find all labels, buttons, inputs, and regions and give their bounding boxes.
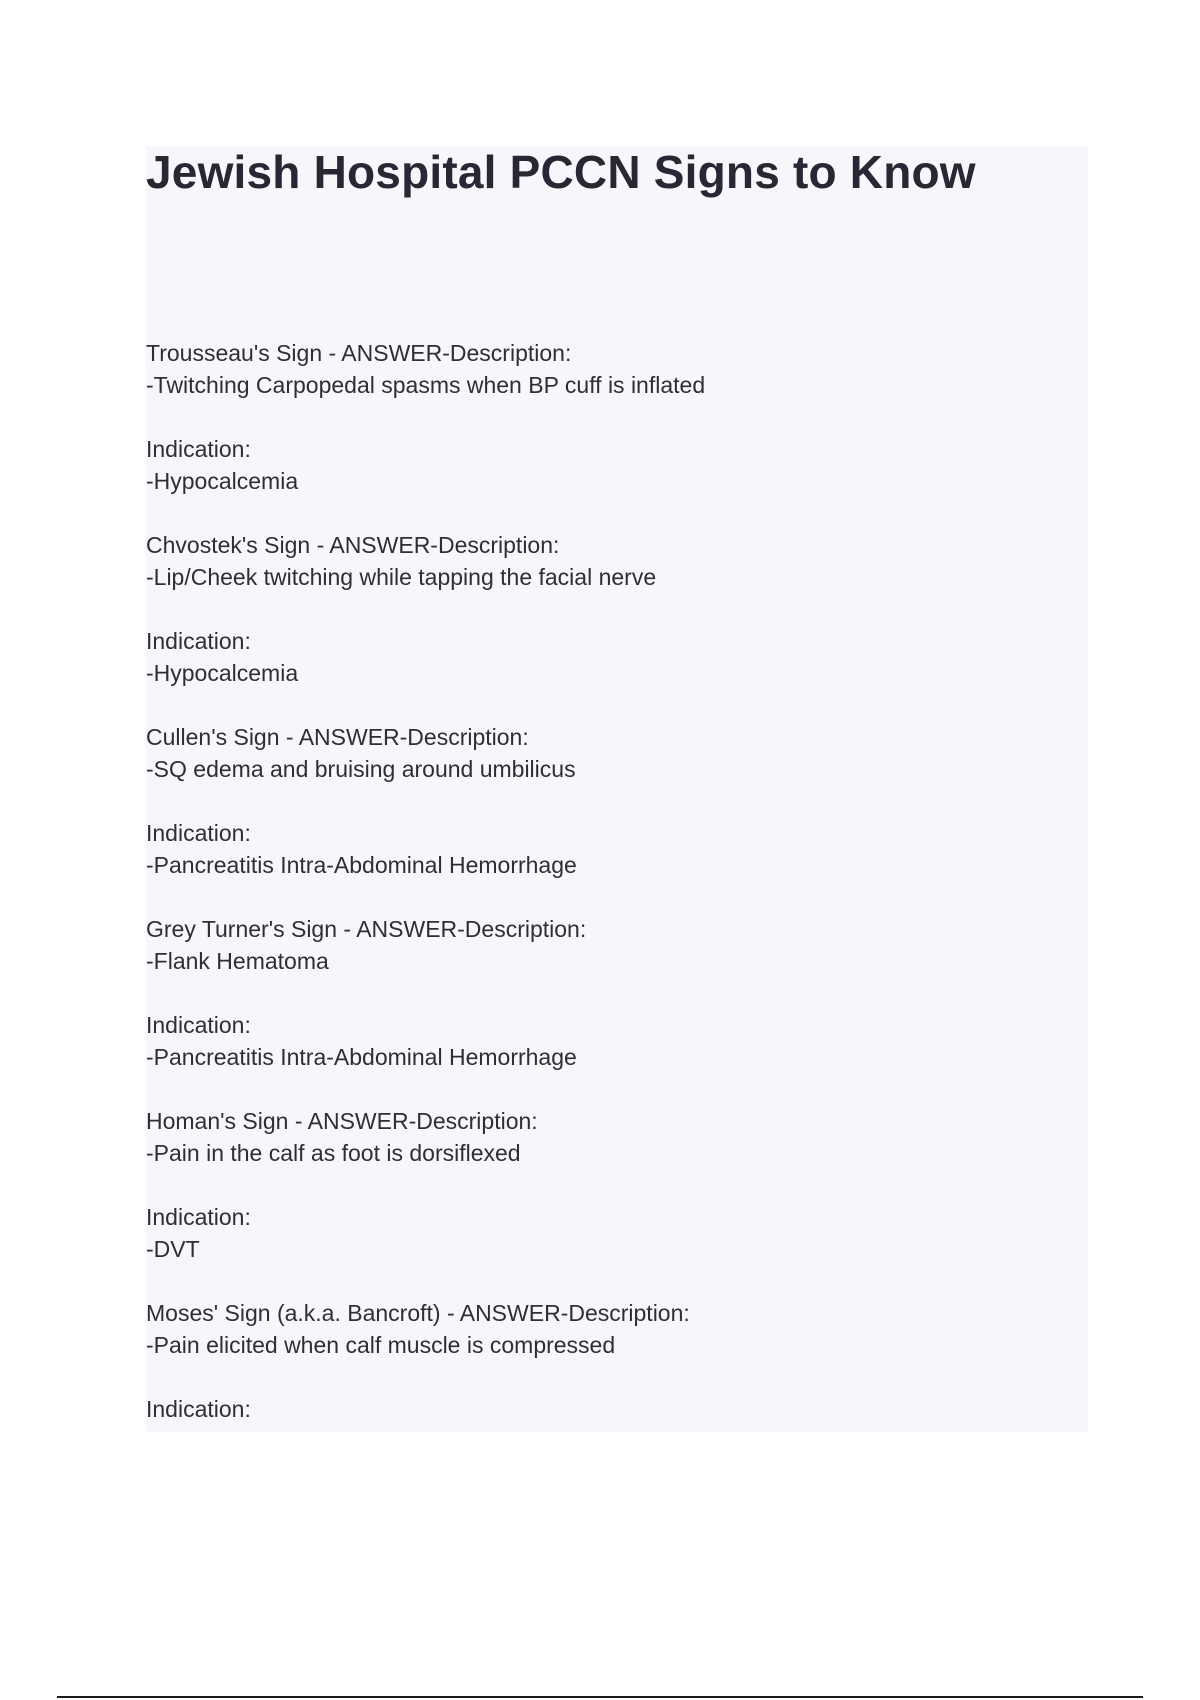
entry-description: -SQ edema and bruising around umbilicus [146,756,576,782]
entry-grey-turner [146,913,1046,1073]
entry-question: Trousseau's Sign - ANSWER-Description: [146,340,572,366]
entry-cullen [146,721,1046,881]
entry-chvostek [146,529,1046,689]
entry-spacer [146,785,1046,817]
entry-description: -Pain elicited when calf muscle is compressed [146,1332,616,1358]
entry-indication: -Pancreatitis Intra-Abdominal Hemorrhage [146,852,577,878]
entry-moses [146,1297,1046,1425]
entry-indication-label: Indication: [146,1204,251,1230]
entry-trousseau [146,337,1046,497]
entry-indication: -Hypocalcemia [146,468,299,494]
entry-spacer [146,1361,1046,1393]
entry-description: -Flank Hematoma [146,948,329,974]
entry-spacer [146,593,1046,625]
entry-indication: -Pancreatitis Intra-Abdominal Hemorrhage [146,1044,577,1070]
entry-spacer [146,401,1046,433]
entry-question: Cullen's Sign - ANSWER-Description: [146,724,529,750]
entry-spacer [146,977,1046,1009]
document-title: Jewish Hospital PCCN Signs to Know [146,146,976,198]
entry-indication: -DVT [146,1236,200,1262]
entry-homan [146,1105,1046,1265]
entry-indication-label: Indication: [146,820,251,846]
entry-indication-label: Indication: [146,1396,251,1422]
entry-question: Grey Turner's Sign - ANSWER-Description: [146,916,587,942]
entry-description: -Twitching Carpopedal spasms when BP cuff is inflated [146,372,706,398]
footer-rule [57,1696,1143,1698]
entry-question: Chvostek's Sign - ANSWER-Description: [146,532,560,558]
entry-indication: -Hypocalcemia [146,660,299,686]
entry-spacer [146,1169,1046,1201]
entry-indication-label: Indication: [146,436,251,462]
entry-question: Moses' Sign (a.k.a. Bancroft) - ANSWER-Description: [146,1300,690,1326]
entry-description: -Pain in the calf as foot is dorsiflexed [146,1140,521,1166]
entry-indication-label: Indication: [146,628,251,654]
entry-description: -Lip/Cheek twitching while tapping the facial nerve [146,564,657,590]
entry-indication-label: Indication: [146,1012,251,1038]
entry-list [146,337,1046,1457]
entry-question: Homan's Sign - ANSWER-Description: [146,1108,538,1134]
